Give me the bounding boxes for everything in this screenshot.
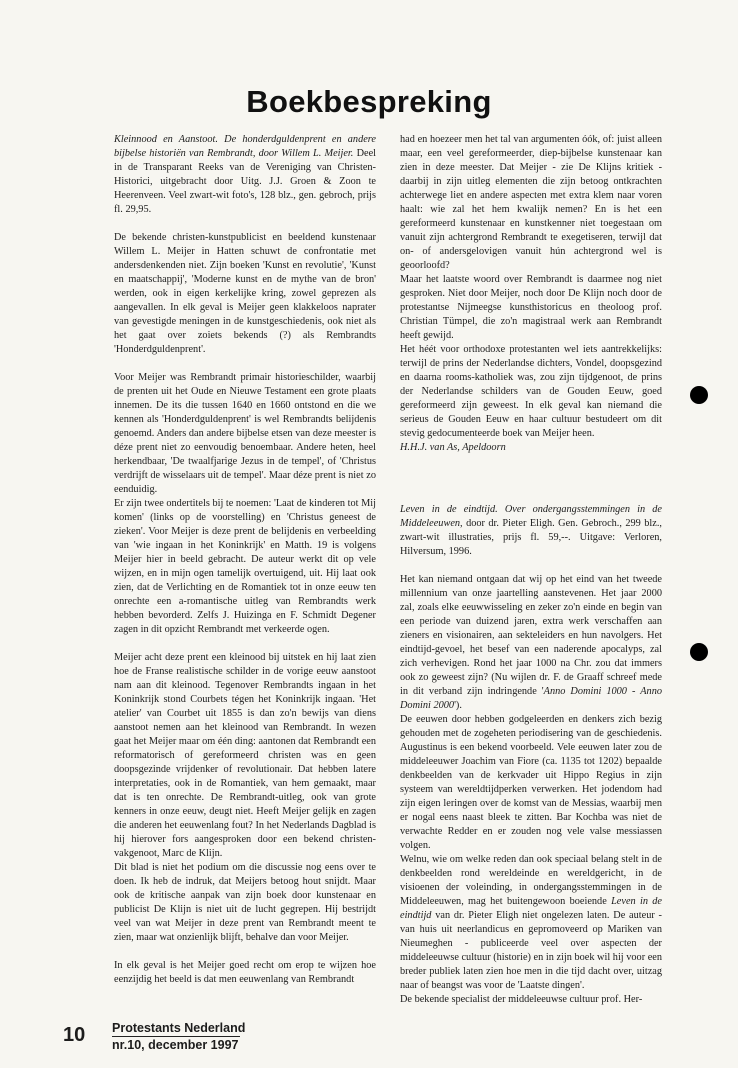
magazine-name: Protestants Nederland — [112, 1021, 246, 1035]
paragraph: had en hoezeer men het tal van argumenten óók, of: juist alleen maar, een veel gereformeerder, diep-bijbelse kunstenaar kan zien in deze meester. Dat Meijer - zie De Klijns kritiek - daarbij in zijn uitleg elementen die zijn betoog ontkrachten achterwege liet en andere aspecten met extra klem naar voren haalt: wie zal het hem kwalijk nemen? En is het een gereformeerd kunstenaar en kunstkenner niet toegestaan om vanuit zijn achtergrond Rembrandt te exegetiseren, terwijl dat on- of andersgelovigen vanuit hún achtergrond wel is geoorloofd? — [400, 134, 662, 271]
footer-divider — [112, 1036, 240, 1037]
page-title: Boekbespreking — [246, 84, 492, 119]
review1-header — [114, 133, 376, 217]
text-run: Welnu, wie om welke reden dan ook speciaal belang stelt in de denkbeelden rond wereldeinde en wereldgericht, in de visioenen der voleinding, in ondergangsstemmingen in de Middeleeuwen, mag het buitengewoon boeiende — [400, 854, 662, 907]
paragraph: De bekende christen-kunstpublicist en beeldend kunstenaar Willem L. Meijer in Hatten schuwt de confrontatie met andersdenkenden niet. Zijn boeken 'Kunst en revolutie', 'Kunst en maatschappij', 'Moderne kunst en de mythe van de bron' werden, ook in eigen kerkelijke kring, zowel geprezen als aangevallen. In elk geval is Meijer geen klakkeloos naprater van gevestigde meningen in de kunstgeschiedenis, ook niet als het gaat over zoiets bekends (?) als Rembrandts 'Honderdguldenprent'. — [114, 232, 376, 355]
book-reference: Leven in de eindtijd — [400, 896, 662, 921]
review2-header — [400, 503, 662, 559]
review2-title: Leven in de eindtijd. Over ondergangsstemmingen in de Middeleeuwen, — [400, 504, 662, 529]
text-run: '). — [454, 700, 462, 711]
text-run: Het kan niemand ontgaan dat wij op het eind van het tweede millennium van onze jaartelling aanstevenen. Het jaar 2000 zal, zoals elke eeuwwisseling en zeker zo'n einde en begin van een periode van duizend jaren, extra werk verschaffen aan zieners en visionairen, aan sekteleiders en hun navolgers. Het eindtijd-gevoel, het besef van een naderende apocalyps, zal zich verhevigen. Rond het jaar 1000 na Chr. zou dat immers ook zo geweest zijn? (Nu wijlen dr. F. de Graaff schreef mede in dit verband zijn indringende ' — [400, 574, 662, 697]
punch-hole-icon — [690, 643, 708, 661]
book-reference: Anno Domini 1000 - Anno Domini 2000 — [400, 686, 662, 711]
paragraph: De eeuwen door hebben godgeleerden en denkers zich bezig gehouden met de zogeheten periodisering van de geschiedenis. Augustinus is een bekend voorbeeld. Vele eeuwen later zou de middeleeuwer Joachim van Fiore (ca. 1135 tot 1202) bepaalde denkbeelden van de kerkvader uit Hippo Regius in zijn systeem van wereldtijdperken verwerken. Het jodendom had zijn eigen leringen over de komst van de Messias, waarbij men er nogal eens naast bleek te zitten. Bar Kochba was niet de verwachte Redder en er zouden nog vele valse messiassen volgen. — [400, 714, 662, 851]
review1-title: Kleinnood en Aanstoot. De honderdguldenprent en andere bijbelse historiën van Rembrandt, door Willem L. Meijer. — [114, 134, 376, 159]
paragraph — [400, 573, 662, 713]
paragraph: Er zijn twee ondertitels bij te noemen: 'Laat de kinderen tot Mij komen' (links op de voorstelling) en 'Christus geneest de zieken'. Voor Meijer is deze prent de belijdenis en verbeelding van 'wie ingaan in het Koninkrijk' en Matth. 19 is volgens Meijer hier in beeld gebracht. De auteur werkt dit op vele wijzen, en in mijn ogen tamelijk overtuigend, uit. Hij laat ook zien, dat de Verlichting en de Romantiek tot in onze eeuw ten onrechte een a-romantische uitleg van Rembrandts werk hebben bevorderd. Zelfs J. Huizinga en F. Schmidt Degener zagen in dit opzicht Rembrandt met verkeerde ogen. — [114, 498, 376, 635]
right-column — [400, 133, 662, 1007]
paragraph: Dit blad is niet het podium om die discussie nog eens over te doen. Ik heb de indruk, dat Meijers betoog hout snijdt. Maar ook de kritische aanpak van zijn boek door kunstenaar en publicist De Klijn is niet uit de lucht gegrepen. Hij bestrijdt veel van wat Meijer in deze prent van Rembrandt meent te zien, maar wat onzienlijk blijft, behalve dan voor Meijer. — [114, 862, 376, 943]
left-column — [114, 133, 376, 987]
magazine-footer — [112, 1021, 245, 1052]
paragraph — [400, 853, 662, 993]
paragraph: Het héét voor orthodoxe protestanten wel iets aantrekkelijks: terwijl de prins der Nederlandse dichters, Vondel, doopsgezind en daarna rooms-katholiek was, zou zijn tijdgenoot, de prins der Nederlandse schilders van de Gouden Eeuw, goed gereformeerd zijn geweest. In elk geval kan niemand die serieus de Gouden Eeuw en haar cultuur bestudeert om dit stevig gedocumenteerde boek van Meijer heen. — [400, 344, 662, 439]
paragraph: Maar het laatste woord over Rembrandt is daarmee nog niet gesproken. Niet door Meijer, noch door De Klijn noch door de protestantse Nijmeegse kunsthistoricus en theoloog prof. Christian Tümpel, die zo'n magistraal werk aan Rembrandt heeft gewijd. — [400, 274, 662, 341]
paragraph: Meijer acht deze prent een kleinood bij uitstek en hij laat zien hoe de Franse realistische schilder in de vorige eeuw aanstoot nam aan dit kleinood. Tegenover Rembrandts ingaan in het Koninkrijk stond Courbets tégen het Koninkrijk ingaan. 'Het atelier' van Courbet uit 1855 is dan zo'n bewijs van diens aanstoot nemen aan het kleinood van Rembrandt. In wezen gaat het Meijer maar om één ding: aantonen dat Rembrandt een reformatorisch of gereformeerd christen was en geen doopsgezinde vrijdenker of revolutionair. Dat hebben latere interpretaties, ook in de Romantiek, van hem gemaakt, maar dat is ten onrechte. De Rembrandt-uitleg, ook van grote kenners in onze eeuw, deugt niet. Heeft Meijer gelijk en zagen die anderen het eeuwenlang fout? In het Nederlands Dagblad is hij hierover fors aangesproken door een bekend christen-vakgenoot, Marc de Klijn. — [114, 652, 376, 859]
review2-pubinfo: door dr. Pieter Eligh. Gen. Gebroch., 299 blz., zwart-wit illustraties, prijs fl. 59,--. Uitgave: Verloren, Hilversum, 1996. — [400, 518, 662, 557]
issue-info: nr.10, december 1997 — [112, 1038, 239, 1052]
paragraph: Voor Meijer was Rembrandt primair historieschilder, waarbij de prenten uit het Oude en Nieuwe Testament een grote plaats innemen. De its die tussen 1640 en 1660 ontstond en die we kennen als 'Honderdguldenprent' is wel Rembrandts belijdenis genoemd. Anders dan andere bijbelse etsen van deze meester is déze prent niet zo eenvoudig benoembaar. Andere heten, heel herkendbaar, 'De twaalfjarige Jezus in de tempel', of 'Christus verdrijft de wisselaars uit de tempel'. Maar déze prent is niet zo eenduidig. — [114, 372, 376, 495]
review1-signature: H.H.J. van As, Apeldoorn — [400, 442, 506, 453]
paragraph: In elk geval is het Meijer goed recht om erop te wijzen hoe eenzijdig het beeld is dat men eeuwenlang van Rembrandt — [114, 960, 376, 985]
punch-hole-icon — [690, 386, 708, 404]
page-number: 10 — [63, 1024, 86, 1046]
paragraph: De bekende specialist der middeleeuwse cultuur prof. Her- — [400, 994, 643, 1005]
text-run: van dr. Pieter Eligh niet ongelezen laten. De auteur - van huis uit neerlandicus en gepromoveerd op Mariken van Nieumeghen - publiceerde veel over aspecten der middeleeuwse cultuur (historie) en in zijn boek wil hij voor een breder publiek laten zien hoe men in die tijd dacht over, uitzag naar of beangst was voor de 'Laatste dingen'. — [400, 910, 662, 991]
review1-pubinfo: Deel in de Transparant Reeks van de Vereniging van Christen-Historici, uitgebracht door Uitg. J.J. Groen & Zoon te Heerenveen. Veel zwart-wit foto's, 128 blz., gen. gebroch, prijs fl. 29,95. — [114, 148, 376, 215]
